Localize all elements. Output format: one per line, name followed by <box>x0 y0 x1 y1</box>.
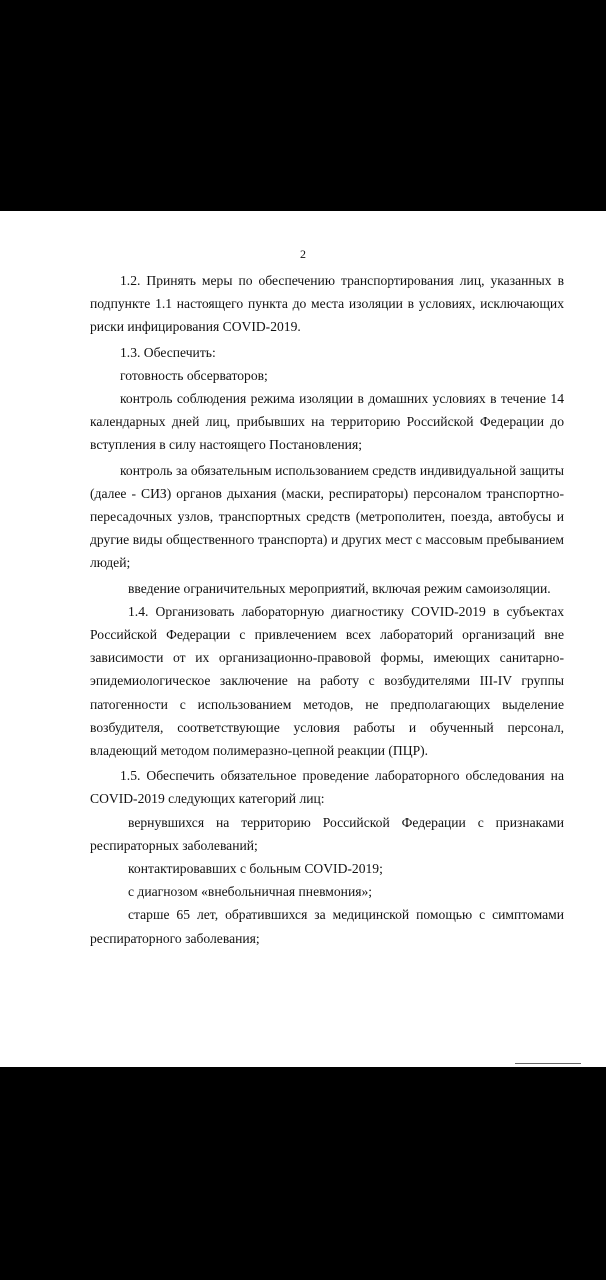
top-black-bar <box>0 0 606 211</box>
paragraph-contacts: контактировавших с больным COVID-2019; <box>128 861 383 877</box>
paragraph-ppe-control: контроль за обязательным использованием средств индивидуальной защиты (далее - СИЗ) органов дыхания (маски, респираторы) персоналом транспортно-пересадочных узлов, транспортных средств (метрополитен, поезда, автобусы и другие виды общественного транспорта) и других мест с массовым пребыванием людей; <box>90 462 564 571</box>
page-number: 2 <box>300 247 306 261</box>
paragraph-pneumonia: с диагнозом «внебольничная пневмония»; <box>128 884 373 900</box>
paragraph-over-65: старше 65 лет, обратившихся за медицинской помощью с симптомами респираторного заболевания; <box>90 907 564 946</box>
bottom-black-bar <box>0 1067 606 1280</box>
document-body <box>90 269 564 950</box>
paragraph-1-5: 1.5. Обеспечить обязательное проведение лабораторного обследования на COVID-2019 следующих категорий лиц: <box>90 768 564 807</box>
footer-rule <box>515 1063 581 1064</box>
paragraph-returned: вернувшихся на территорию Российской Федерации с признаками респираторных заболеваний; <box>90 814 564 853</box>
paragraph-1-2: 1.2. Принять меры по обеспечению транспортирования лиц, указанных в подпункте 1.1 настоящего пункта до места изоляции в условиях, исключающих риски инфицирования COVID-2019. <box>90 273 564 335</box>
paragraph-restrictions: введение ограничительных мероприятий, включая режим самоизоляции. <box>128 580 551 596</box>
paragraph-1-3: 1.3. Обеспечить: <box>120 344 216 360</box>
paragraph-1-4: 1.4. Организовать лабораторную диагностику COVID-2019 в субъектах Российской Федерации с привлечением всех лабораторий организаций вне зависимости от их организационно-правовой формы, имеющих санитарно-эпидемиологическое заключение на работу с возбудителями III-IV группы патогенности с использованием методов, не предполагающих выделение возбудителя, соответствующие условия работы и обученный персонал, владеющий методом полимеразно-цепной реакции (ПЦР). <box>90 603 564 759</box>
paragraph-observatories: готовность обсерваторов; <box>120 367 268 383</box>
paragraph-isolation-control: контроль соблюдения режима изоляции в домашних условиях в течение 14 календарных дней лиц, прибывших на территорию Российской Федерации до вступления в силу настоящего Постановления; <box>90 391 564 453</box>
document-page <box>0 211 606 1067</box>
